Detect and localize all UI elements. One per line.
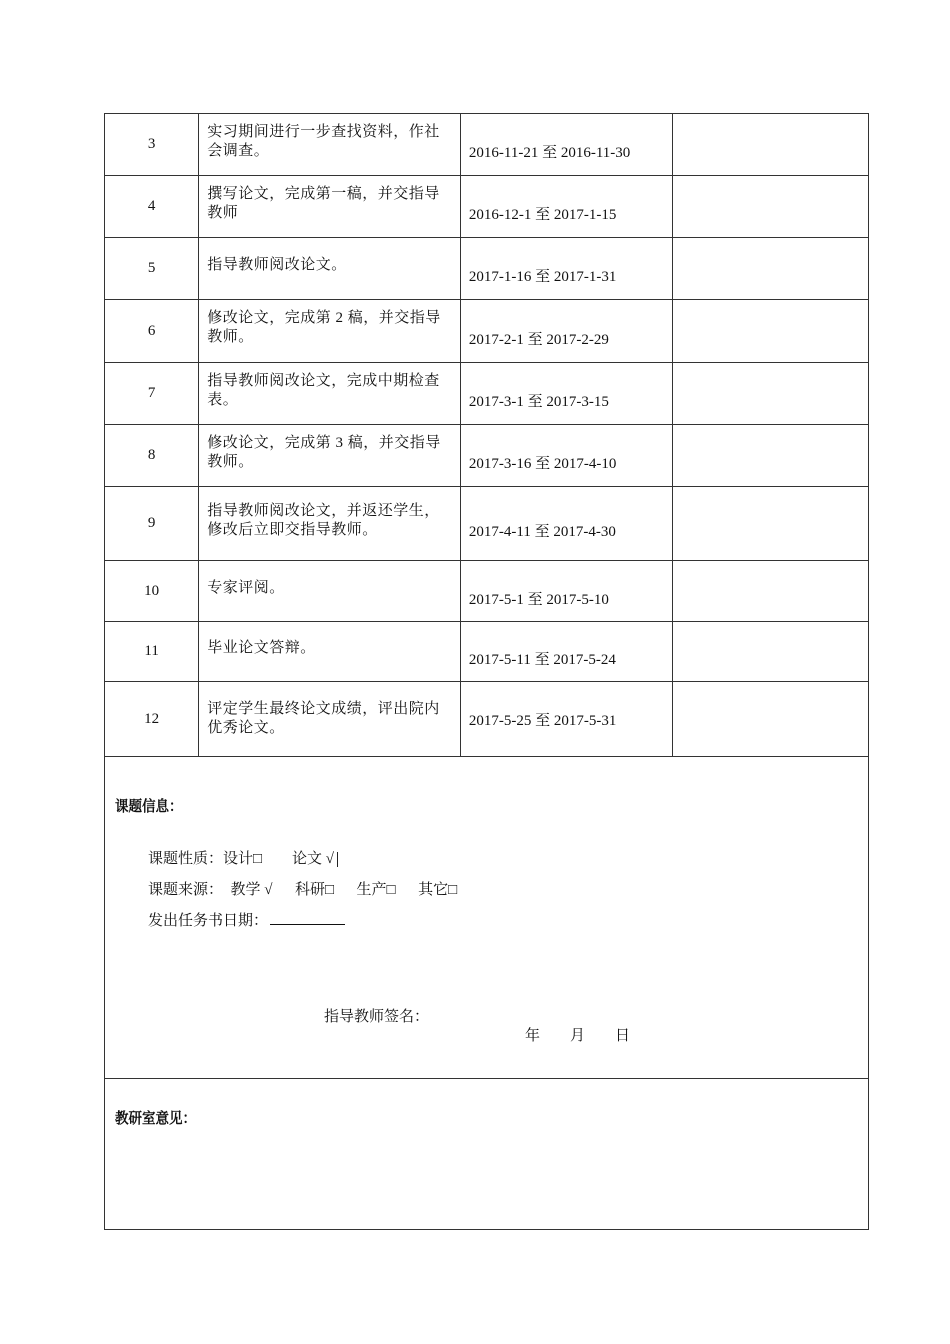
- table-row: [105, 561, 869, 622]
- note-cell[interactable]: [673, 238, 869, 300]
- topic-info-title: 课题信息：: [115, 797, 183, 815]
- task-cell: [199, 114, 461, 176]
- issue-date-field[interactable]: [270, 910, 345, 925]
- department-opinion-title: 教研室意见：: [115, 1109, 197, 1127]
- task-cell: [199, 487, 461, 561]
- period-text: 2017-5-1 至 2017-5-10: [468, 591, 609, 608]
- row-number: 4: [105, 176, 199, 238]
- period-text: 2016-12-1 至 2017-1-15: [468, 207, 617, 223]
- note-cell[interactable]: [673, 425, 869, 487]
- task-text: 指导教师阅改论文，完成中期检查表。: [207, 372, 440, 408]
- task-text: 修改论文，完成第 3 稿，并交指导教师。: [207, 434, 441, 470]
- row-number: 11: [105, 622, 199, 682]
- department-opinion-cell[interactable]: [105, 1079, 869, 1230]
- row-number: 9: [105, 487, 199, 561]
- task-text: 实习期间进行一步查找资料，作社会调查。: [207, 123, 440, 159]
- sign-date: 年 月 日: [525, 1028, 631, 1044]
- table-row: [105, 114, 869, 176]
- note-cell[interactable]: [673, 622, 869, 682]
- table-row: [105, 300, 869, 363]
- issue-date-label: 发出任务书日期：: [148, 913, 269, 929]
- note-cell[interactable]: [673, 363, 869, 425]
- table-row: [105, 425, 869, 487]
- period-text: 2017-4-11 至 2017-4-30: [468, 524, 616, 540]
- schedule-table: [104, 113, 869, 1230]
- text-cursor: [337, 852, 338, 867]
- topic-nature-line: [148, 847, 338, 868]
- task-cell: [199, 176, 461, 238]
- task-cell: [199, 238, 461, 300]
- topic-nature-text: 课题性质：设计□ 论文 √: [148, 851, 335, 867]
- task-text: 专家评阅。: [207, 579, 285, 596]
- period-text: 2016-11-21 至 2016-11-30: [468, 145, 631, 161]
- task-cell: [199, 622, 461, 682]
- task-cell: [199, 561, 461, 622]
- note-cell[interactable]: [673, 300, 869, 363]
- table-row: [105, 622, 869, 682]
- topic-source-line: 课题来源： 教学 √ 科研□ 生产□ 其它□: [148, 882, 458, 898]
- period-cell: [460, 622, 673, 682]
- table-row: [105, 682, 869, 757]
- period-text: 2017-3-1 至 2017-3-15: [468, 394, 609, 410]
- department-opinion-section: [105, 1079, 869, 1230]
- period-cell: [460, 176, 673, 238]
- row-number: 8: [105, 425, 199, 487]
- period-cell: [460, 487, 673, 561]
- note-cell[interactable]: [673, 114, 869, 176]
- task-cell: [199, 300, 461, 363]
- task-text: 撰写论文，完成第一稿，并交指导教师: [207, 185, 440, 221]
- row-number: 6: [105, 300, 199, 363]
- task-text: 修改论文，完成第 2 稿，并交指导教师。: [207, 310, 441, 345]
- period-text: 2017-2-1 至 2017-2-29: [468, 331, 609, 348]
- task-cell: [199, 363, 461, 425]
- task-text: 指导教师阅改论文，并返还学生，修改后立即交指导教师。: [207, 502, 440, 538]
- note-cell[interactable]: [673, 561, 869, 622]
- row-number: 5: [105, 238, 199, 300]
- task-text: 评定学生最终论文成绩，评出院内优秀论文。: [207, 701, 440, 736]
- period-text: 2017-1-16 至 2017-1-31: [468, 269, 617, 285]
- row-number: 7: [105, 363, 199, 425]
- topic-info-cell: [105, 757, 869, 1079]
- period-text: 2017-5-11 至 2017-5-24: [468, 652, 616, 668]
- note-cell[interactable]: [673, 682, 869, 757]
- supervisor-sign-label: 指导教师签名：: [324, 1009, 430, 1025]
- period-cell: [460, 425, 673, 487]
- table-row: [105, 238, 869, 300]
- period-cell: [460, 682, 673, 757]
- note-cell[interactable]: [673, 487, 869, 561]
- task-text: 毕业论文答辩。: [207, 640, 316, 656]
- table-row: [105, 176, 869, 238]
- period-text: 2017-3-16 至 2017-4-10: [468, 456, 617, 472]
- period-text: 2017-5-25 至 2017-5-31: [468, 712, 617, 729]
- issue-date-line: [148, 909, 345, 930]
- task-cell: [199, 425, 461, 487]
- task-cell: [199, 682, 461, 757]
- period-cell: [460, 363, 673, 425]
- period-cell: [460, 561, 673, 622]
- table-row: [105, 487, 869, 561]
- period-cell: [460, 114, 673, 176]
- period-cell: [460, 238, 673, 300]
- row-number: 12: [105, 682, 199, 757]
- row-number: 10: [105, 561, 199, 622]
- period-cell: [460, 300, 673, 363]
- note-cell[interactable]: [673, 176, 869, 238]
- table-row: [105, 363, 869, 425]
- topic-info-section: [105, 757, 869, 1079]
- row-number: 3: [105, 114, 199, 176]
- task-text: 指导教师阅改论文。: [207, 257, 347, 273]
